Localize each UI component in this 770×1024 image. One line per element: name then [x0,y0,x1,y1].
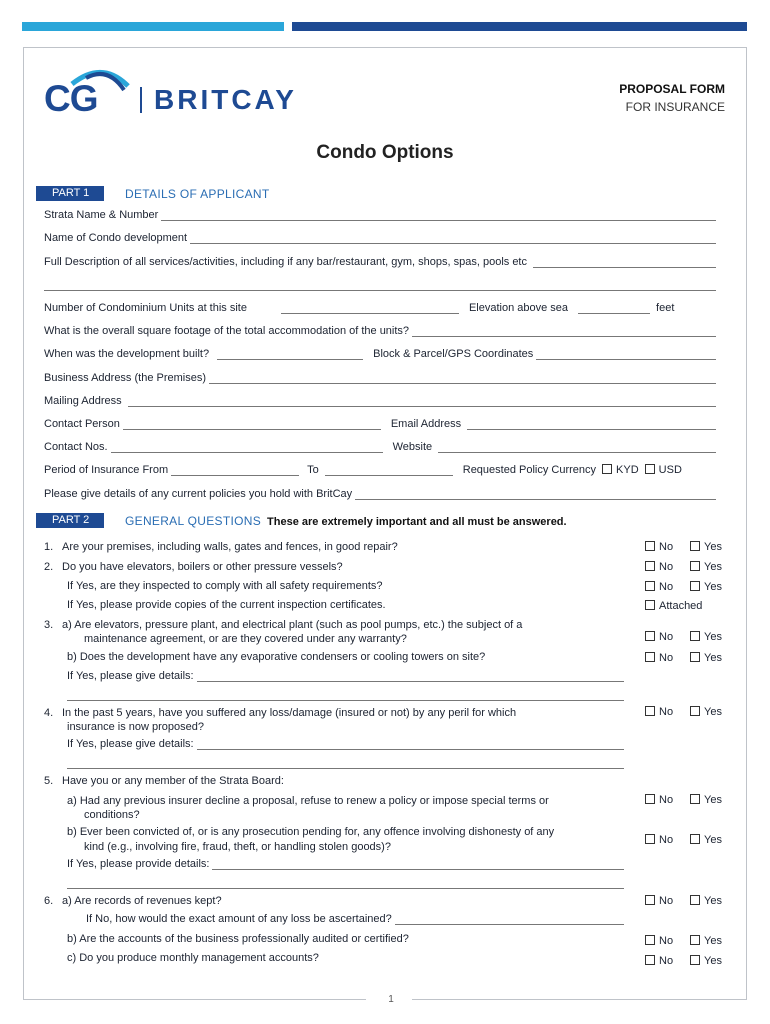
q2a-no-checkbox[interactable] [645,581,673,593]
description-row [44,256,716,268]
checkbox-icon [645,600,655,610]
no-label: No [659,581,674,593]
checkbox-icon [690,631,700,641]
email-label: Email Address [390,418,462,430]
q3a-yes-checkbox[interactable] [690,631,722,643]
q6c-text: c) Do you produce monthly management accounts? [67,952,319,964]
yes-label: Yes [704,652,722,664]
sqft-input[interactable] [412,326,716,337]
q6b-yes-checkbox[interactable] [690,935,722,947]
q3b-yes-checkbox[interactable] [690,652,722,664]
current-policies-input[interactable] [355,489,716,500]
q6c-no-checkbox[interactable] [645,955,673,967]
q4-number: 4. [44,707,54,719]
built-input[interactable] [217,349,363,360]
no-label: No [659,794,674,806]
part2-title: GENERAL QUESTIONS [125,514,262,528]
q5-number: 5. [44,775,54,787]
checkbox-icon [645,834,655,844]
part2-note: These are extremely important and all must be answered. [267,516,567,528]
no-label: No [659,706,674,718]
q6a-no-input[interactable] [395,914,624,925]
elevation-input[interactable] [578,303,650,314]
yes-label: Yes [704,561,722,573]
q5-details-row [67,858,624,870]
q6-number: 6. [44,895,54,907]
top-accent-bar-dark [292,22,747,31]
question-4 [44,706,516,721]
period-to-input[interactable] [325,465,453,476]
built-row [44,348,716,360]
checkbox-icon [645,561,655,571]
no-label: No [659,541,674,553]
q3-details-input-line2[interactable] [67,700,624,701]
yes-label: Yes [704,541,722,553]
q5b-no-checkbox[interactable] [645,834,673,846]
period-row [44,464,724,476]
no-label: No [659,652,674,664]
checkbox-icon [690,794,700,804]
part2-tag: PART 2 [36,513,104,528]
checkbox-icon [690,895,700,905]
checkbox-icon [645,541,655,551]
q5a-text: a) Had any previous insurer decline a proposal, refuse to renew a policy or impose special terms or [67,795,549,807]
q3a-text: a) Are elevators, pressure plant, and electrical plant (such as pool pumps, etc.) the subject of a [62,619,523,631]
q5a-yes-checkbox[interactable] [690,794,722,806]
q2a-text: If Yes, are they inspected to comply with all safety requirements? [67,580,383,592]
q6b-no-checkbox[interactable] [645,935,673,947]
q5b-text-cont: kind (e.g., involving fire, fraud, theft, or handling stolen goods)? [84,841,391,853]
q1-number: 1. [44,541,54,553]
q3-number: 3. [44,619,54,631]
website-label: Website [392,441,433,453]
usd-checkbox[interactable] [645,464,682,476]
checkbox-icon [690,834,700,844]
strata-input[interactable] [161,210,716,221]
q5b-yes-checkbox[interactable] [690,834,722,846]
q2-yes-checkbox[interactable] [690,561,722,573]
page-title: Condo Options [316,142,454,163]
q6b-text: b) Are the accounts of the business professionally audited or certified? [67,933,409,945]
period-to-label: To [307,464,319,476]
q3-details-label: If Yes, please give details: [67,670,194,682]
contact-person-input[interactable] [123,419,381,430]
q1-text: Are your premises, including walls, gates and fences, in good repair? [62,541,398,553]
checkbox-icon [645,955,655,965]
yes-label: Yes [704,895,722,907]
contact-person-label: Contact Person [44,418,120,430]
condo-name-row [44,232,716,244]
checkbox-icon [645,652,655,662]
email-input[interactable] [467,419,716,430]
q5b-text: b) Ever been convicted of, or is any prosecution pending for, any offence involving dishonesty of any [67,826,555,838]
q2-no-checkbox[interactable] [645,561,673,573]
q6a-no-row [86,913,624,925]
condo-name-label: Name of Condo development [44,232,188,244]
q3a-text-cont: maintenance agreement, or are they covered under any warranty? [84,633,407,645]
q6a-no-label: If No, how would the exact amount of any loss be ascertained? [86,913,392,925]
q4-text-cont: insurance is now proposed? [67,721,204,733]
q2b-text: If Yes, please provide copies of the current inspection certificates. [67,599,386,611]
q4-details-input-line2[interactable] [67,768,624,769]
yes-label: Yes [704,794,722,806]
period-from-input[interactable] [171,465,299,476]
no-label: No [659,955,674,967]
question-6 [44,894,222,909]
yes-label: Yes [704,706,722,718]
checkbox-icon [645,895,655,905]
part1-tag: PART 1 [36,186,104,201]
page-number: 1 [388,994,394,1005]
q4-details-row [67,738,624,750]
q5a-text-cont: conditions? [84,809,140,821]
description-label: Full Description of all services/activities, including if any bar/restaurant, gym, shops, spas, pools etc [44,256,527,268]
form-title-block [619,82,725,114]
sqft-row [44,325,716,337]
question-2 [44,560,343,575]
strata-label: Strata Name & Number [44,209,159,221]
description-input[interactable] [533,257,716,268]
question-5 [44,774,284,789]
q5-details-input[interactable] [212,859,624,870]
q4-yes-checkbox[interactable] [690,706,722,718]
q3-details-row [67,670,624,682]
q3-details-input[interactable] [197,671,624,682]
no-label: No [659,895,674,907]
contact-nos-row [44,441,716,453]
period-from-label: Period of Insurance From [44,464,169,476]
question-1 [44,540,398,555]
q4-no-checkbox[interactable] [645,706,673,718]
top-accent-bar-light [22,22,284,31]
units-input[interactable] [281,303,459,314]
checkbox-icon [690,955,700,965]
mailing-address-input[interactable] [128,396,716,407]
business-address-label: Business Address (the Premises) [44,372,207,384]
checkbox-icon [690,541,700,551]
block-label: Block & Parcel/GPS Coordinates [373,348,534,360]
checkbox-icon [645,581,655,591]
units-row [44,302,716,314]
units-label: Number of Condominium Units at this site [44,302,247,314]
mailing-address-row [44,395,716,407]
part1-title: DETAILS OF APPLICANT [125,187,270,201]
logo-divider [140,87,142,113]
sqft-label: What is the overall square footage of the total accommodation of the units? [44,325,410,337]
checkbox-icon [645,464,655,474]
yes-label: Yes [704,581,722,593]
q5a-no-checkbox[interactable] [645,794,673,806]
business-address-input[interactable] [209,373,716,384]
checkbox-icon [690,581,700,591]
contact-nos-input[interactable] [111,442,383,453]
form-subtitle: FOR INSURANCE [625,100,725,114]
q4-details-label: If Yes, please give details: [67,738,194,750]
q5-details-label: If Yes, please provide details: [67,858,210,870]
q6c-yes-checkbox[interactable] [690,955,722,967]
logo-initials: CG [44,78,98,119]
mailing-address-label: Mailing Address [44,395,122,407]
checkbox-icon [690,706,700,716]
yes-label: Yes [704,955,722,967]
q3b-text: b) Does the development have any evaporative condensers or cooling towers on site? [67,651,486,663]
checkbox-icon [645,935,655,945]
kyd-checkbox[interactable] [602,464,639,476]
q2b-attached-checkbox[interactable] [645,600,702,612]
q2-text: Do you have elevators, boilers or other pressure vessels? [62,561,343,573]
q6a-text: a) Are records of revenues kept? [62,895,222,907]
feet-label: feet [656,302,675,314]
logo-name: BRITCAY [154,84,297,115]
current-policies-row [44,488,716,500]
strata-row [44,209,716,221]
yes-label: Yes [704,834,722,846]
checkbox-icon [645,794,655,804]
contact-nos-label: Contact Nos. [44,441,108,453]
checkbox-icon [690,935,700,945]
checkbox-icon [645,706,655,716]
checkbox-icon [690,652,700,662]
elevation-label: Elevation above sea [468,302,569,314]
current-policies-label: Please give details of any current policies you hold with BritCay [44,488,353,500]
q4-text: In the past 5 years, have you suffered any loss/damage (insured or not) by any peril for which [62,707,517,719]
kyd-label: KYD [616,464,639,476]
condo-name-input[interactable] [190,233,716,244]
no-label: No [659,631,674,643]
business-address-row [44,372,716,384]
q2a-yes-checkbox[interactable] [690,581,722,593]
checkbox-icon [602,464,612,474]
q1-no-checkbox[interactable] [645,541,673,553]
usd-label: USD [658,464,682,476]
q6a-no-checkbox[interactable] [645,895,673,907]
yes-label: Yes [704,935,722,947]
checkbox-icon [645,631,655,641]
form-title: PROPOSAL FORM [619,82,725,96]
website-input[interactable] [438,442,716,453]
q3a-no-checkbox[interactable] [645,631,673,643]
q3b-no-checkbox[interactable] [645,652,673,664]
currency-label: Requested Policy Currency [462,464,597,476]
contact-person-row [44,418,716,430]
question-3 [44,618,522,633]
description-input-line2[interactable] [44,290,716,291]
q4-details-input[interactable] [197,739,624,750]
no-label: No [659,935,674,947]
no-label: No [659,834,674,846]
q5-text: Have you or any member of the Strata Board: [62,775,284,787]
checkbox-icon [690,561,700,571]
yes-label: Yes [704,631,722,643]
q1-yes-checkbox[interactable] [690,541,722,553]
attached-label: Attached [659,600,703,612]
q6a-yes-checkbox[interactable] [690,895,722,907]
block-input[interactable] [536,349,716,360]
q5-details-input-line2[interactable] [67,888,624,889]
q2-number: 2. [44,561,54,573]
part2-title-row [125,514,567,528]
no-label: No [659,561,674,573]
built-label: When was the development built? [44,348,210,360]
